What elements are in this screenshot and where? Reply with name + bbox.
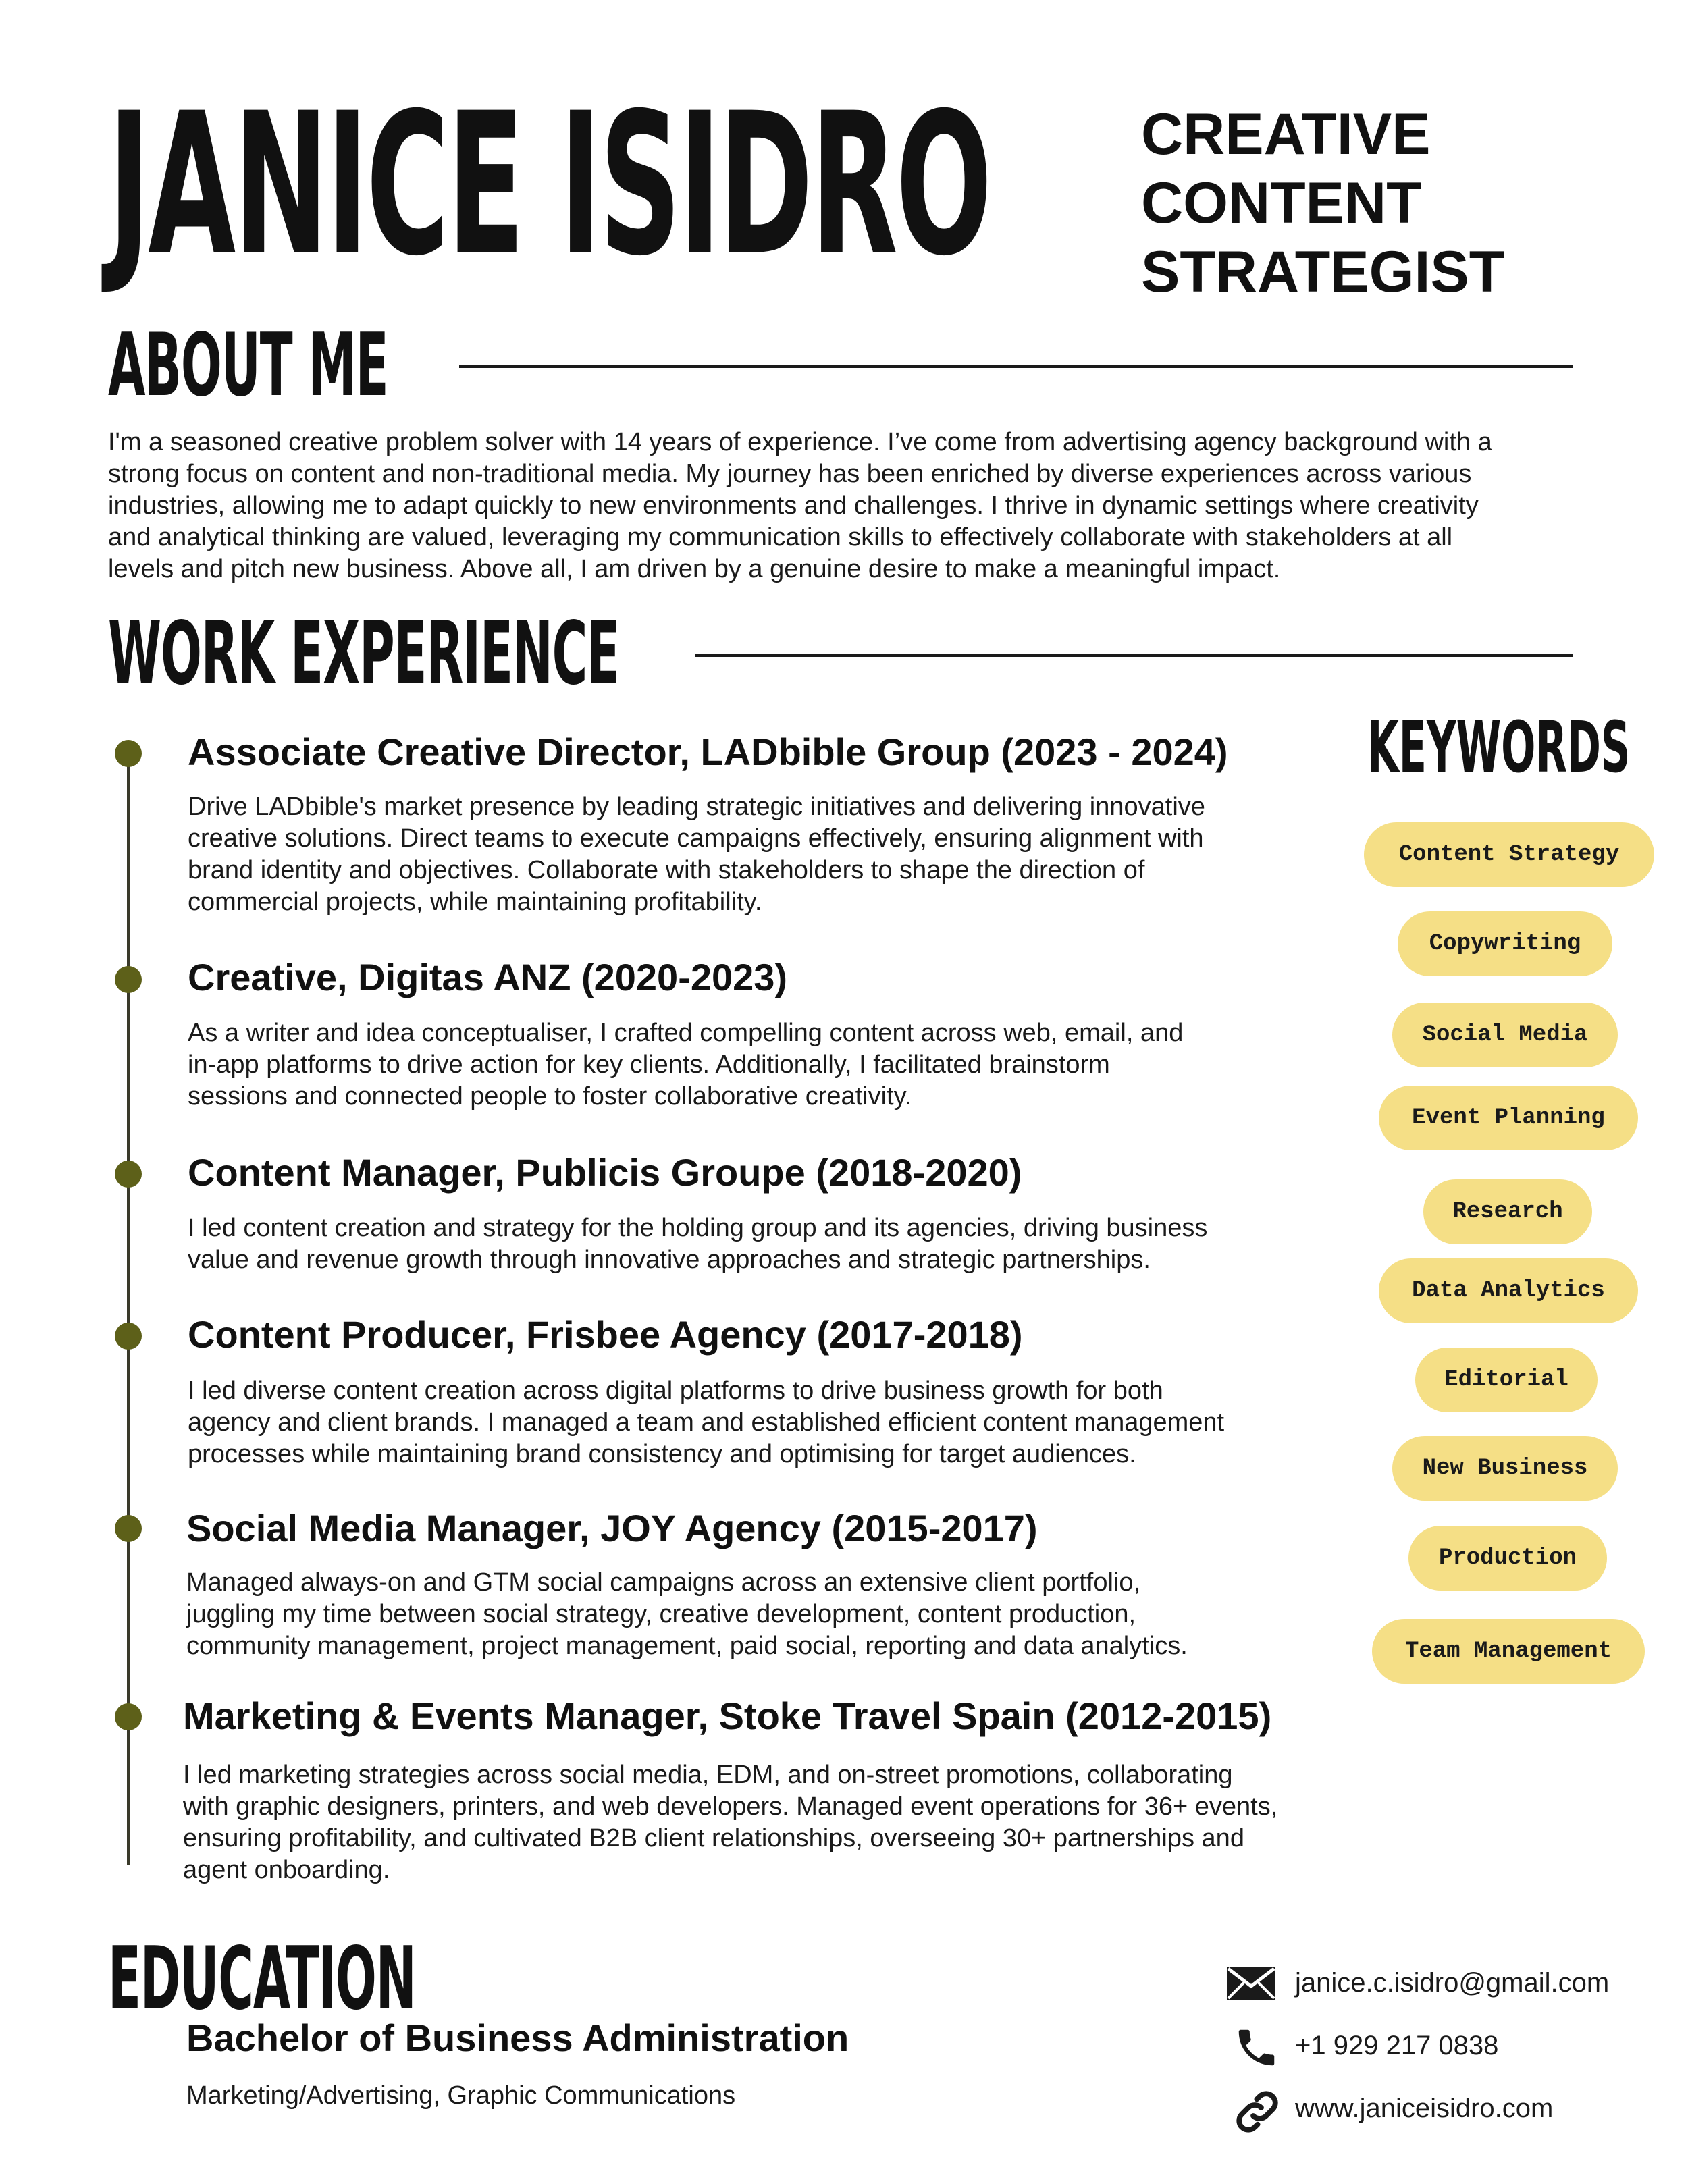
job-description xyxy=(188,791,1336,918)
website-link[interactable]: www.janiceisidro.com xyxy=(1295,2094,1554,2123)
phone-icon xyxy=(1233,2024,1280,2075)
timeline-dot xyxy=(115,1161,142,1188)
job-title: Content Manager, Publicis Groupe (2018-2020) xyxy=(188,1151,1022,1194)
about-heading: ABOUT ME xyxy=(108,315,388,416)
job-description xyxy=(188,1017,1336,1113)
job-line: with graphic designers, printers, and web developers. Managed event operations for 36+ events, xyxy=(183,1792,1278,1821)
job-title: Social Media Manager, JOY Agency (2015-2017) xyxy=(186,1507,1038,1549)
timeline-dot xyxy=(115,1515,142,1542)
job-title: Creative, Digitas ANZ (2020-2023) xyxy=(188,956,788,998)
email-link[interactable]: janice.c.isidro@gmail.com xyxy=(1295,1968,1610,1998)
about-line: levels and pitch new business. Above all, I am driven by a genuine desire to make a meaningful impact. xyxy=(108,555,1281,583)
job-line: community management, project management, paid social, reporting and data analytics. xyxy=(186,1632,1188,1660)
job-description xyxy=(188,1375,1336,1470)
job-line: ensuring profitability, and cultivated B2B client relationships, overseeing 30+ partnerships and xyxy=(183,1824,1244,1853)
job-line: agency and client brands. I managed a team and established efficient content management xyxy=(188,1408,1225,1437)
job-line: sessions and connected people to foster collaborative creativity. xyxy=(188,1082,912,1111)
work-experience-heading: WORK EXPERIENCE xyxy=(108,604,620,704)
candidate-name: JANICE ISIDRO xyxy=(108,72,991,299)
timeline-dot xyxy=(115,740,142,767)
timeline-dot xyxy=(115,966,142,993)
keyword-pill: New Business xyxy=(1392,1436,1618,1501)
about-text xyxy=(108,427,1593,585)
job-title: Marketing & Events Manager, Stoke Travel Spain (2012-2015) xyxy=(183,1695,1272,1737)
job-line: value and revenue growth through innovative approaches and strategic partnerships. xyxy=(188,1246,1151,1274)
job-line: I led content creation and strategy for the holding group and its agencies, driving business xyxy=(188,1214,1208,1242)
keywords-heading: KEYWORDS xyxy=(1367,706,1631,789)
keyword-pill: Production xyxy=(1408,1526,1607,1591)
job-description xyxy=(186,1567,1334,1662)
section-divider xyxy=(459,365,1573,368)
keyword-pill: Data Analytics xyxy=(1379,1258,1638,1323)
degree: Bachelor of Business Administration xyxy=(186,2017,849,2059)
about-line: I'm a seasoned creative problem solver with 14 years of experience. I’ve come from advertising agency background with a xyxy=(108,428,1492,456)
envelope-icon xyxy=(1225,1966,1277,2004)
job-line: I led diverse content creation across digital platforms to drive business growth for both xyxy=(188,1377,1163,1405)
job-line: Managed always-on and GTM social campaigns across an extensive client portfolio, xyxy=(186,1568,1141,1597)
keyword-pill: Editorial xyxy=(1415,1348,1598,1412)
keyword-pill: Event Planning xyxy=(1379,1086,1638,1150)
job-line: juggling my time between social strategy, creative development, content production, xyxy=(186,1600,1136,1628)
timeline-dot xyxy=(115,1703,142,1730)
title-line: STRATEGIST xyxy=(1141,240,1505,304)
job-title: Content Producer, Frisbee Agency (2017-2018) xyxy=(188,1313,1023,1356)
job-line: I led marketing strategies across social media, EDM, and on-street promotions, collaborating xyxy=(183,1761,1233,1789)
job-line: commercial projects, while maintaining profitability. xyxy=(188,888,762,916)
title-line: CREATIVE xyxy=(1141,102,1431,167)
keyword-pill: Content Strategy xyxy=(1364,822,1654,887)
timeline-line xyxy=(127,751,130,1865)
job-description xyxy=(188,1213,1336,1276)
keyword-pill: Copywriting xyxy=(1398,911,1612,976)
keyword-pill: Social Media xyxy=(1392,1003,1618,1067)
about-line: industries, allowing me to adapt quickly to new environments and challenges. I thrive in dynamic settings where creativity xyxy=(108,491,1479,520)
job-title: Associate Creative Director, LADbible Group (2023 - 2024) xyxy=(188,730,1228,773)
job-title-block xyxy=(1141,100,1504,307)
job-line: brand identity and objectives. Collaborate with stakeholders to shape the direction of xyxy=(188,856,1145,884)
education-heading: EDUCATION xyxy=(108,1929,416,2029)
job-line: agent onboarding. xyxy=(183,1856,390,1884)
job-line: Drive LADbible's market presence by leading strategic initiatives and delivering innovative xyxy=(188,793,1205,821)
about-line: and analytical thinking are valued, leveraging my communication skills to effectively collaborate with stakeholders at all xyxy=(108,523,1453,552)
job-line: in-app platforms to drive action for key clients. Additionally, I facilitated brainstorm xyxy=(188,1050,1110,1079)
title-line: CONTENT xyxy=(1141,171,1422,236)
job-line: As a writer and idea conceptualiser, I crafted compelling content across web, email, and xyxy=(188,1019,1184,1047)
keyword-pill: Team Management xyxy=(1372,1619,1645,1684)
major: Marketing/Advertising, Graphic Communications xyxy=(186,2081,736,2110)
job-description xyxy=(183,1759,1358,1886)
section-divider xyxy=(695,654,1573,657)
about-line: strong focus on content and non-traditional media. My journey has been enriched by diverse experiences across various xyxy=(108,460,1472,488)
job-line: processes while maintaining brand consistency and optimising for target audiences. xyxy=(188,1440,1136,1468)
timeline-dot xyxy=(115,1323,142,1350)
link-icon xyxy=(1233,2087,1282,2139)
keyword-pill: Research xyxy=(1423,1179,1592,1244)
phone-link[interactable]: +1 929 217 0838 xyxy=(1295,2031,1499,2060)
job-line: creative solutions. Direct teams to execute campaigns effectively, ensuring alignment with xyxy=(188,824,1204,853)
